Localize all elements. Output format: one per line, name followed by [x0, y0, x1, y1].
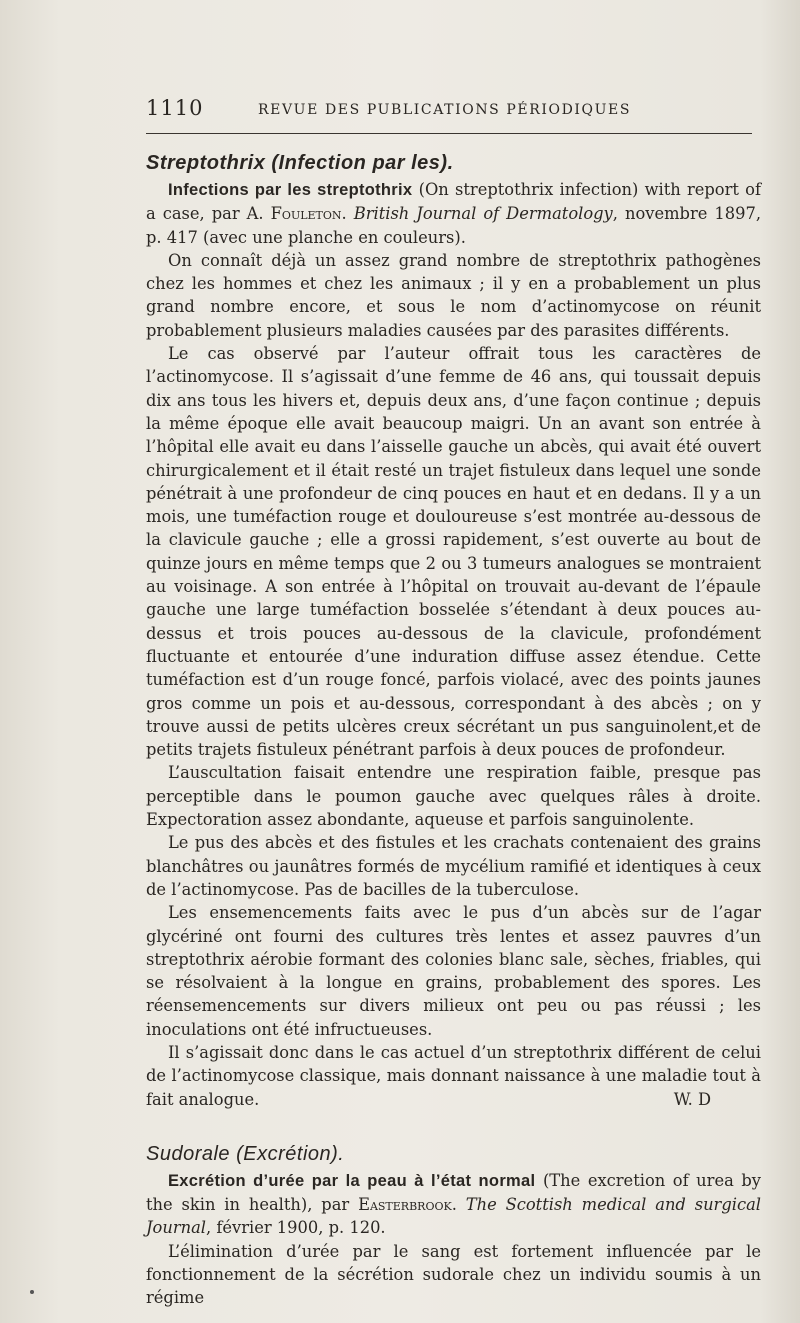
paragraph: Les ensemencements faits avec le pus d’un abcès sur de l’agar glycériné ont fourni des cultures très lentes et assez pauvres d’un streptothrix aérobie formant des colonies blanc sale, sèches, friables, qui se résolvaient à la longue en grains, probablement des spores. Les réensemencements sur divers milieux ont peu ou pas réussi ; les inoculations ont été infructueuses.: [146, 903, 761, 1039]
author-signature: W. D: [673, 1089, 711, 1109]
citation-title: Infections par les streptothrix: [168, 181, 413, 199]
citation-text: .: [451, 1195, 466, 1215]
citation-author: Fouleton: [270, 204, 342, 224]
citation-title: Excrétion d’urée par la peau à l’état normal: [168, 1171, 536, 1190]
paragraph: Le pus des abcès et des fistules et les crachats contenaient des grains blanchâtres ou jaunâtres formés de mycélium ramifié et identiques à ceux de l’actinomycose. Pas de bacilles de la tuberculose.: [146, 833, 761, 899]
paragraph: On connaît déjà un assez grand nombre de streptothrix pathogènes chez les hommes et chez les animaux ; il y en a probablement un plus grand nombre encore, et sous le nom d’actinomycose on réunit probablement plusieurs maladies causées par des parasites différents.: [146, 250, 761, 340]
paragraph: L’auscultation faisait entendre une respiration faible, presque pas perceptible dans le poumon gauche avec quelques râles à droite. Expectoration assez abondante, aqueuse et parfois sanguinolente.: [146, 763, 761, 830]
citation-journal: The Scottish medical and surgical Journal: [146, 1195, 762, 1238]
citation-text: (On streptothrix infection) with report of a case, par A.: [146, 180, 761, 224]
page-header: [146, 96, 752, 126]
running-title: REVUE DES PUBLICATIONS PÉRIODIQUES: [258, 102, 632, 118]
paragraph: L’élimination d’urée par le sang est fortement influencée par le fonctionnement de la sécrétion sudorale chez un individu soumis à un régime: [146, 1241, 761, 1308]
citation-sudorale: [146, 1169, 761, 1240]
page-number: 1110: [146, 96, 204, 120]
citation-journal: British Journal of Dermatology: [353, 204, 613, 224]
paragraph-with-signature: [146, 1041, 761, 1111]
paragraph: Le cas observé par l’auteur offrait tous les caractères de l’actinomycose. Il s’agissait d’une femme de 46 ans, qui toussait depuis dix ans tous les hivers et, depuis deux ans, d’une façon continue ; depuis la même époque elle avait beaucoup maigri. Un an avant son entrée à l’hôpital elle avait eu dans l’aisselle gauche un abcès, qui avait été ouvert chirurgicalement et il était resté un trajet fistuleux dans lequel une sonde pénétrait à une profondeur de cinq pouces en haut et en dedans. Il y a un mois, une tuméfaction rouge et douloureuse s’est montrée au-dessous de la clavicule gauche ; elle a grossi rapidement, s’est ouverte au bout de quinze jours en même temps que 2 ou 3 tumeurs analogues se montraient au voisinage. A son entrée à l’hôpital on trouvait au-devant de l’épaule gauche une large tuméfaction bosselée s’étendant à deux pouces au-dessus et trois pouces au-dessous de la clavicule, profondément fluctuante et entourée d’une induration diffuse assez étendue. Cette tuméfaction est d’un rouge foncé, parfois violacé, avec des points jaunes gros comme un pois et au-dessous, correspondant à des abcès ; on y trouve aussi de petits ulcères creux sécrétant un pus sanguinolent,et de petits trajets fistuleux pénétrant parfois à deux pouces de profondeur.: [146, 344, 761, 760]
citation-text: (The excretion of urea by the skin in health), par: [146, 1170, 761, 1215]
citation-text: , novembre 1897, p. 417 (avec une planche en couleurs).: [146, 204, 761, 247]
citation-text: .: [341, 204, 354, 224]
citation-text: , février 1900, p. 120.: [206, 1218, 386, 1238]
paper-speck: [30, 1290, 34, 1294]
section-title-sudorale: Sudorale (Excrétion).: [146, 1142, 345, 1165]
paragraph-text: Il s’agissait donc dans le cas actuel d’un streptothrix différent de celui de l’actinomycose classique, mais donnant naissance à une maladie tout à fait analogue.: [146, 1042, 761, 1109]
citation-author: Easterbrook: [358, 1195, 452, 1215]
article-body: [146, 150, 761, 1310]
citation-streptothrix: [146, 178, 761, 249]
section-title-streptothrix: Streptothrix (Infection par les).: [146, 152, 454, 174]
header-rule: [146, 133, 752, 134]
